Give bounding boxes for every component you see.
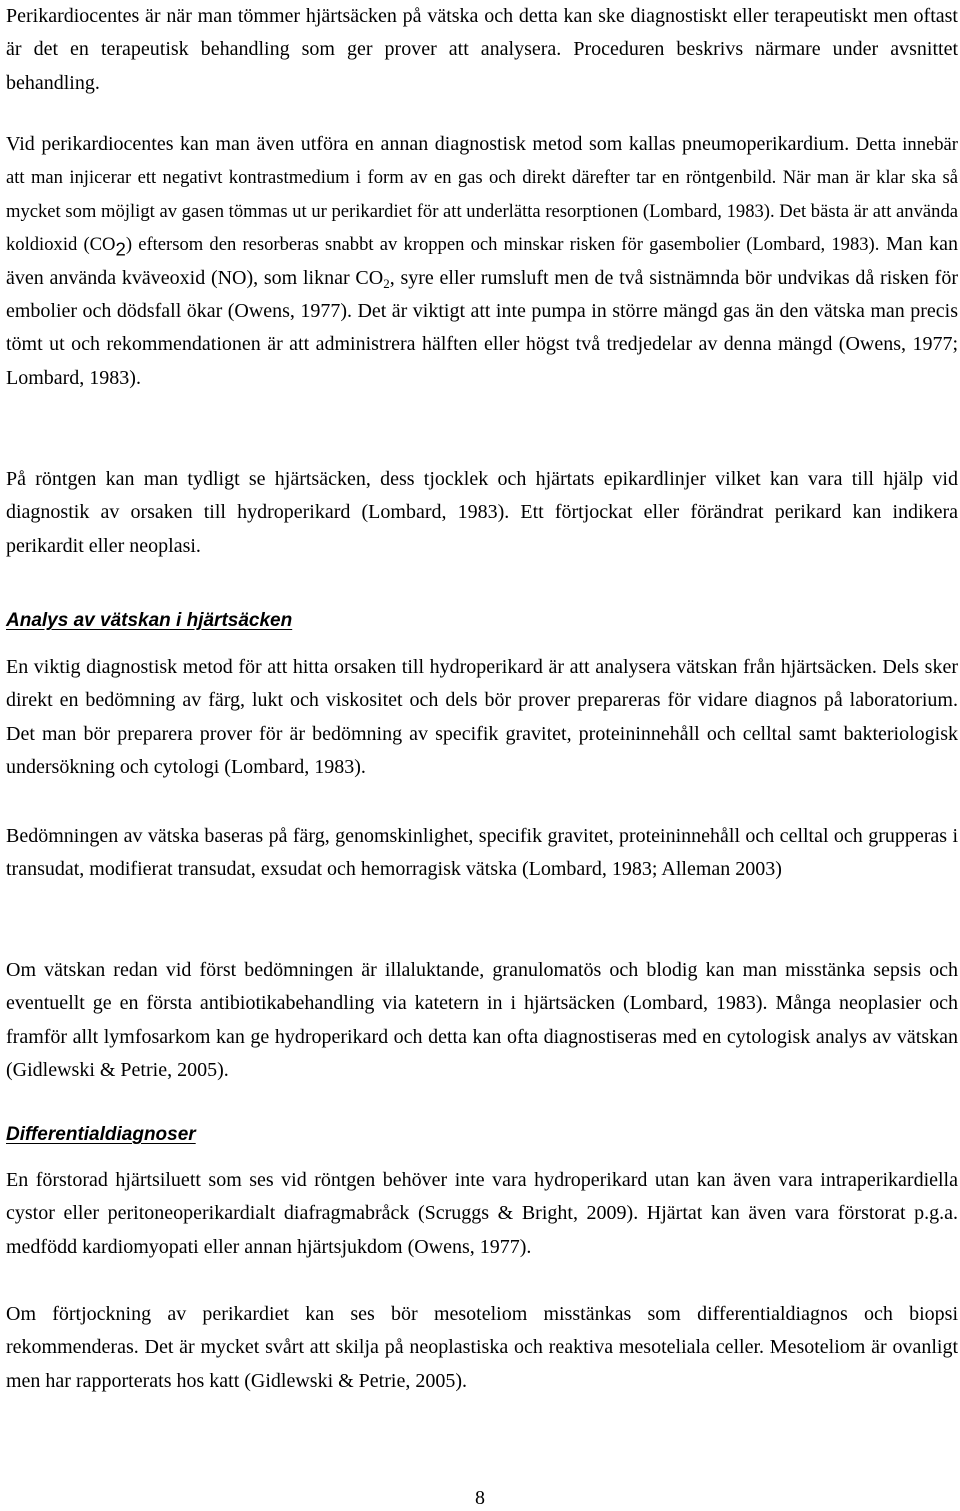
paragraph-mesoteliom: Om förtjockning av perikardiet kan ses bör mesoteliom misstänkas som differentialdiagnos och biopsi rekommenderas. Det är mycket svårt att skilja på neoplastiska och reaktiva mesoteliala celler. Mesoteliom är ovanligt men har rapporterats hos katt (Gidlewski & Petrie, 2005). xyxy=(6,1303,958,1392)
heading-differentialdiagnoser: Differentialdiagnoser xyxy=(6,1124,196,1145)
paragraph-hjartsiluett: En förstorad hjärtsiluett som ses vid röntgen behöver inte vara hydroperikard utan kan även vara intraperikardiella cystor eller peritoneoperikardialt diafragmabråck (Scruggs & Bright, 2009). Hjärtat kan även vara förstorat p.g.a. medfödd kardiomyopati eller annan hjärtsjukdom (Owens, 1977). xyxy=(6,1169,958,1258)
paragraph-analys-vatska: En viktig diagnostisk metod för att hitta orsaken till hydroperikard är att analysera vätskan från hjärtsäcken. Dels sker direkt en bedömning av färg, lukt och viskositet och dels bör prover prepareras för vidare diagnos på laboratorium. Det man bör preparera prover för är bedömning av specifik gravitet, proteininnehåll och celltal samt bakteriologisk undersökning och cytologi (Lombard, 1983). xyxy=(6,656,958,779)
kvaveoxid-text: Man kan även använda kväveoxid (NO), som liknar CO xyxy=(6,233,959,289)
co2-subscript: 2 xyxy=(115,238,126,260)
paragraph-perikardiocentes: Perikardiocentes är när man tömmer hjärtsäcken på vätska och detta kan ske diagnostiskt eller terapeutiskt men oftast är det en terapeutisk behandling som ger prover att analysera. Proceduren beskrivs närmare under avsnittet behandling. xyxy=(6,5,958,94)
embolier-text: , syre eller rumsluft men de två sistnämnda bör undvikas då risken för embolier och dödsfall ökar (Owens, 1977). Det är viktigt att inte pumpa in större mängd gas än den vätska man precis tömt ut och rekommendationen är att administrera hälften eller högst två tredjedelar av denna mängd (Owens, 1977; Lombard, 1983). xyxy=(6,266,958,389)
paragraph-bedomning: Bedömningen av vätska baseras på färg, genomskinlighet, specifik gravitet, proteininnehåll och celltal och grupperas i transudat, modifierat transudat, exsudat och hemorragisk vätska (Lombard, 1983; Alleman 2003) xyxy=(6,825,958,881)
pneumoperikardium-sans-text: Detta innebär att man injicerar ett negativt kontrastmedium i form av en gas och direkt därefter tar en röntgenbild. När man är klar ska så mycket som möjligt av gasen tömmas ut ur perikardiet för att underlätta resorptionen (Lombard, 1983). Det bästa är att använda koldioxid (CO xyxy=(6,134,958,256)
pneumoperikardium-intro: Vid perikardiocentes kan man även utföra en annan diagnostisk metod som kallas pneumoperikardium. xyxy=(6,133,850,155)
paragraph-rontgen: På röntgen kan man tydligt se hjärtsäcken, dess tjocklek och hjärtats epikardlinjer vilket kan vara till hjälp vid diagnostik av orsaken till hydroperikard (Lombard, 1983). Ett förtjockat eller förändrat perikard kan indikera perikardit eller neoplasi. xyxy=(6,468,958,557)
co2-subscript-2: 2 xyxy=(383,275,390,291)
pneumoperikardium-sans-text-2: ) eftersom den resorberas snabbt av kroppen och minskar risken för gasembolier (Lombard, 1983). xyxy=(125,234,880,256)
paragraph-sepsis: Om vätskan redan vid först bedömningen är illaluktande, granulomatös och blodig kan man misstänka sepsis och eventuellt ge en första antibiotikabehandling via katetern in i hjärtsäcken (Lombard, 1983). Många neoplasier och framför allt lymfosarkom kan ge hydroperikard och detta kan ofta diagnostiseras med en cytologisk analys av vätskan (Gidlewski & Petrie, 2005). xyxy=(6,959,958,1082)
paragraph-pneumoperikardium xyxy=(6,128,958,395)
page-number: 8 xyxy=(475,1487,485,1509)
heading-analys: Analys av vätskan i hjärtsäcken xyxy=(6,610,293,631)
